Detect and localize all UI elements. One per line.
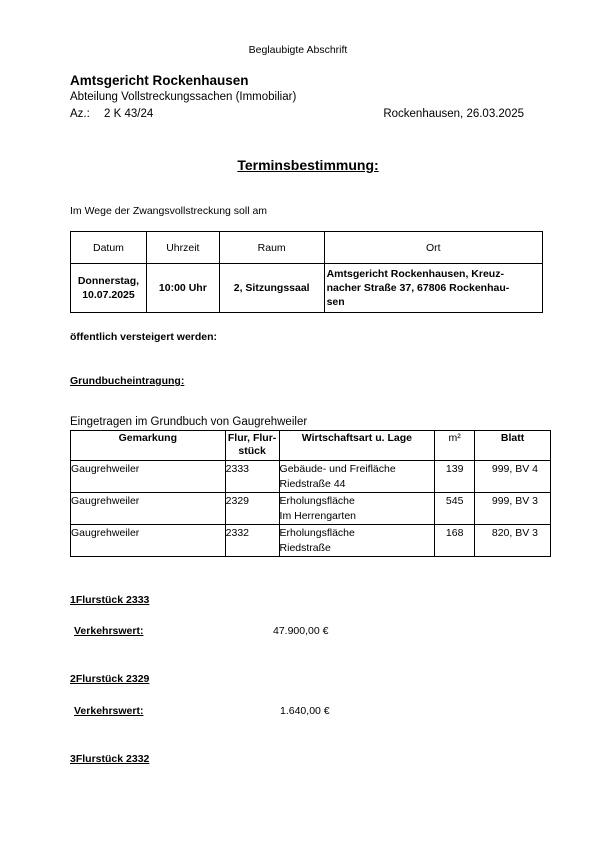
court-name: Amtsgericht Rockenhausen xyxy=(70,73,249,88)
page-title: Terminsbestimmung: xyxy=(237,157,379,173)
land-register-heading: Grundbucheintragung: xyxy=(70,375,185,387)
parcel-blatt: 999, BV 4 xyxy=(475,461,551,493)
parcel-table xyxy=(70,430,551,557)
header-flur-line-2: stück xyxy=(238,445,266,457)
place-line-1: Amtsgericht Rockenhausen, Kreuz- xyxy=(326,268,504,280)
parcel-wirtschaftsart xyxy=(279,461,435,493)
parcel-heading-3: 3Flurstück 2332 xyxy=(70,753,150,765)
parcel-blatt: 820, BV 3 xyxy=(475,525,551,557)
appointment-table xyxy=(70,231,543,313)
parcel-blatt: 999, BV 3 xyxy=(475,493,551,525)
parcel-flur: 2329 xyxy=(225,493,279,525)
header-raum: Raum xyxy=(219,232,324,264)
parcel-wirtschaftsart xyxy=(279,525,435,557)
az-label: Az.: xyxy=(70,108,90,120)
place-date: Rockenhausen, 26.03.2025 xyxy=(383,108,524,120)
header-datum: Datum xyxy=(71,232,147,264)
parcel-header-row xyxy=(71,431,551,461)
parcel-area: 139 xyxy=(435,461,475,493)
place-line-2: nacher Straße 37, 67806 Rockenhau- xyxy=(326,282,510,294)
parcel-gemarkung: Gaugrehweiler xyxy=(71,461,226,493)
parcel-row xyxy=(71,525,551,557)
header-flur-line-1: Flur, Flur- xyxy=(227,432,277,444)
wirtschaftsart-line-2: Im Herrengarten xyxy=(279,510,356,522)
land-register-intro: Eingetragen im Grundbuch von Gaugrehweiler xyxy=(70,416,308,428)
place-line-3: sen xyxy=(326,296,345,308)
header-blatt: Blatt xyxy=(475,431,551,461)
header-area: m² xyxy=(435,431,475,461)
department: Abteilung Vollstreckungssachen (Immobiliar) xyxy=(70,91,297,103)
parcel-gemarkung: Gaugrehweiler xyxy=(71,525,226,557)
value-1: 47.900,00 € xyxy=(273,625,329,637)
appointment-room: 2, Sitzungssaal xyxy=(219,264,324,313)
date-line-2: 10.07.2025 xyxy=(82,289,135,301)
parcel-area: 545 xyxy=(435,493,475,525)
wirtschaftsart-line-1: Erholungsfläche xyxy=(279,495,355,507)
az-value: 2 K 43/24 xyxy=(104,108,154,120)
wirtschaftsart-line-2: Riedstraße 44 xyxy=(279,478,346,490)
header-ort: Ort xyxy=(324,232,542,264)
parcel-flur: 2333 xyxy=(225,461,279,493)
wirtschaftsart-line-2: Riedstraße xyxy=(279,542,331,554)
header-wirtschaftsart: Wirtschaftsart u. Lage xyxy=(279,431,435,461)
wirtschaftsart-line-1: Erholungsfläche xyxy=(279,527,355,539)
value-2: 1.640,00 € xyxy=(280,705,330,717)
parcel-heading-1: 1Flurstück 2333 xyxy=(70,594,150,606)
intro-text: Im Wege der Zwangsvollstreckung soll am xyxy=(70,205,268,217)
date-line-1: Donnerstag, xyxy=(77,275,140,287)
appointment-header-row xyxy=(71,232,543,264)
auction-text: öffentlich versteigert werden: xyxy=(70,331,218,343)
parcel-heading-2: 2Flurstück 2329 xyxy=(70,673,150,685)
parcel-area: 168 xyxy=(435,525,475,557)
parcel-flur: 2332 xyxy=(225,525,279,557)
parcel-row xyxy=(71,461,551,493)
header-note: Beglaubigte Abschrift xyxy=(248,44,348,56)
appointment-time: 10:00 Uhr xyxy=(146,264,219,313)
appointment-row xyxy=(71,264,543,313)
appointment-date xyxy=(71,264,147,313)
header-flur xyxy=(225,431,279,461)
parcel-gemarkung: Gaugrehweiler xyxy=(71,493,226,525)
header-uhrzeit: Uhrzeit xyxy=(146,232,219,264)
value-label-1: Verkehrswert: xyxy=(74,625,144,637)
wirtschaftsart-line-1: Gebäude- und Freifläche xyxy=(279,463,396,475)
value-label-2: Verkehrswert: xyxy=(74,705,144,717)
appointment-place xyxy=(324,264,542,313)
parcel-row xyxy=(71,493,551,525)
parcel-wirtschaftsart xyxy=(279,493,435,525)
header-gemarkung: Gemarkung xyxy=(71,431,226,461)
